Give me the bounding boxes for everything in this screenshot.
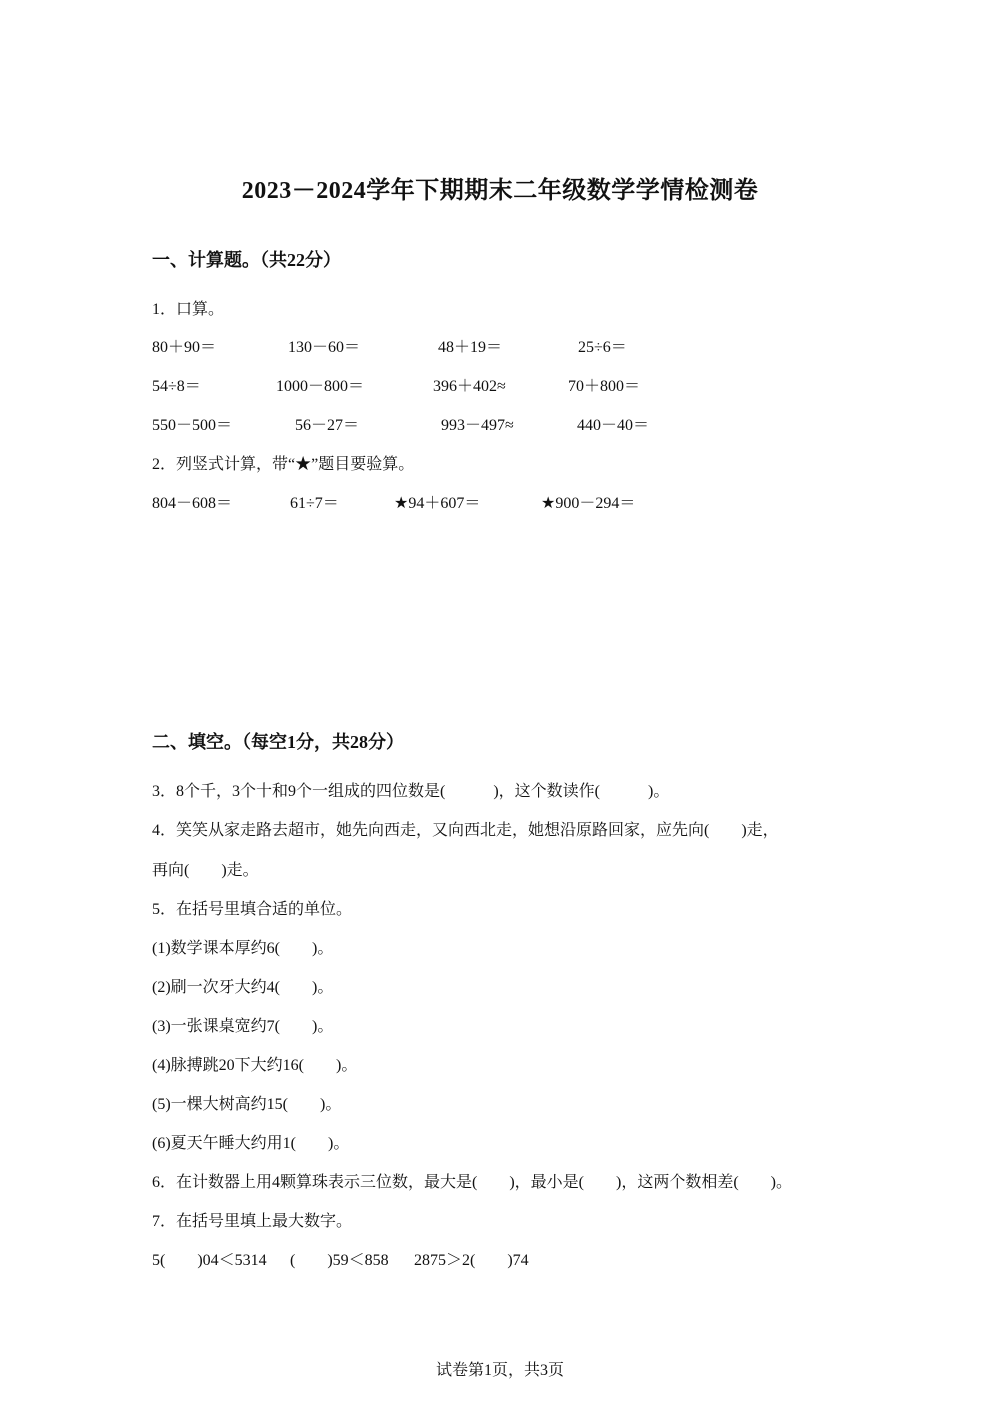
unit-fill-item: (3)一张课桌宽约7( )。 [152,1018,334,1035]
unit-fill-item: (1)数学课本厚约6( )。 [152,940,334,957]
oral-calc-item: 440－40＝ [577,417,650,434]
oral-calc-item: 130－60＝ [288,339,361,356]
vertical-calc-item: 61÷7＝ [290,495,339,512]
question-5-label: 5．在括号里填合适的单位。 [152,901,353,918]
unit-fill-item: (5)一棵大树高约15( )。 [152,1096,342,1113]
question-3: 3．8个千，3个十和9个一组成的四位数是( )，这个数读作( )。 [152,783,670,800]
unit-fill-item: (6)夏天午睡大约用1( )。 [152,1135,350,1152]
question-4-line-1: 4．笑笑从家走路去超市，她先向西走，又向西北走，她想沿原路回家，应先向( )走， [152,822,779,839]
oral-calc-row-2 [152,377,852,397]
oral-calc-item: 550－500＝ [152,417,233,434]
vertical-calc-item: ★94＋607＝ [394,495,481,512]
oral-calc-item: 80＋90＝ [152,339,217,356]
oral-calc-item: 48＋19＝ [438,339,503,356]
vertical-calc-item: ★900－294＝ [541,495,636,512]
question-1-label: 1．口算。 [152,301,225,318]
question-2-label: 2．列竖式计算，带“★”题目要验算。 [152,456,415,473]
vertical-calc-row [152,494,852,514]
oral-calc-row-3 [152,416,852,436]
vertical-calc-item: 804－608＝ [152,495,233,512]
oral-calc-item: 54÷8＝ [152,378,201,395]
max-digit-item: ( )59＜858 [290,1252,389,1269]
max-digit-row [152,1251,852,1271]
oral-calc-item: 396＋402≈ [433,378,506,395]
oral-calc-item: 993－497≈ [441,417,514,434]
oral-calc-item: 70＋800＝ [568,378,641,395]
section-1-heading: 一、计算题。（共22分） [152,250,341,270]
page-footer: 试卷第1页，共3页 [435,1362,564,1379]
unit-fill-item: (2)刷一次牙大约4( )。 [152,979,334,996]
oral-calc-item: 25÷6＝ [578,339,627,356]
oral-calc-item: 1000－800＝ [276,378,365,395]
oral-calc-item: 56－27＝ [295,417,360,434]
max-digit-item: 2875＞2( )74 [414,1252,529,1269]
unit-fill-item: (4)脉搏跳20下大约16( )。 [152,1057,358,1074]
question-6: 6．在计数器上用4颗算珠表示三位数，最大是( )，最小是( )，这两个数相差( )。 [152,1174,792,1191]
oral-calc-row-1 [152,338,852,358]
question-7-label: 7．在括号里填上最大数字。 [152,1213,353,1230]
max-digit-item: 5( )04＜5314 [152,1252,267,1269]
question-4-line-2: 再向( )走。 [152,862,259,879]
page-title: 2023－2024学年下期期末二年级数学学情检测卷 [241,178,759,204]
section-2-heading: 二、填空。（每空1分，共28分） [152,732,404,752]
